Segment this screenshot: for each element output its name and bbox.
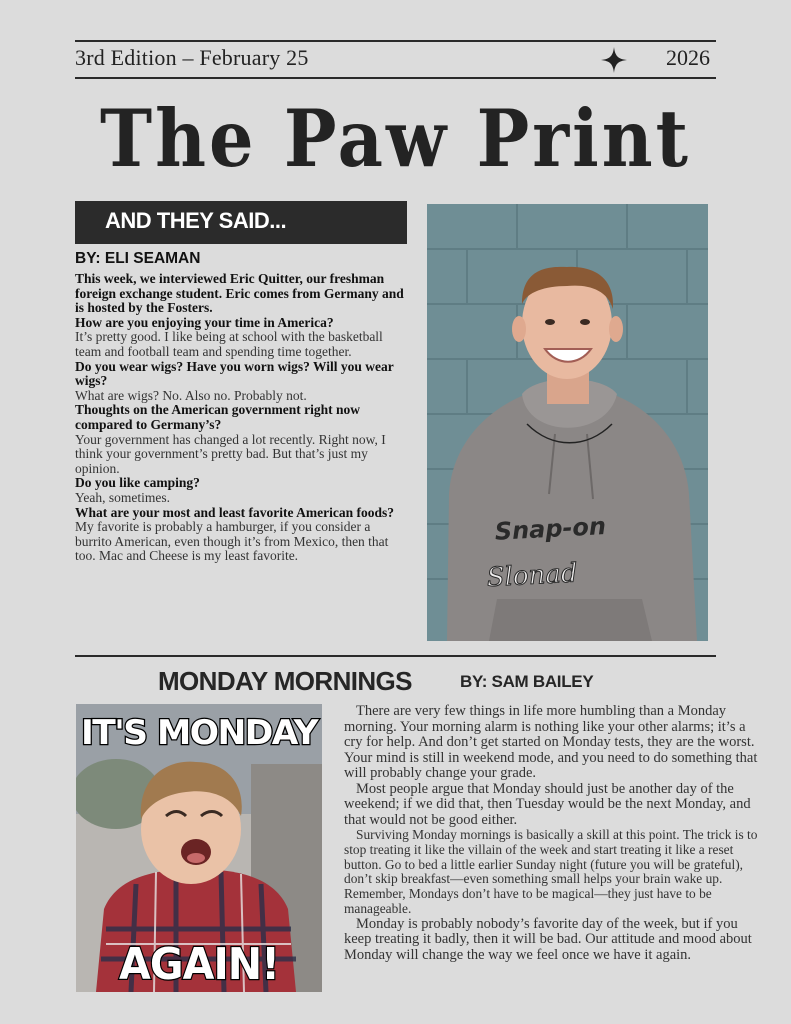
portrait-illustration <box>427 204 708 641</box>
meme-bottom-text: AGAIN! <box>119 939 279 990</box>
header-rule <box>75 77 716 79</box>
four-point-star-icon <box>601 47 627 73</box>
interview-question: Thoughts on the American government right now compared to Germany’s? <box>75 402 361 432</box>
story-heading: MONDAY MORNINGS <box>158 666 412 696</box>
interview-question: Do you wear wigs? Have you worn wigs? Will you wear wigs? <box>75 358 394 389</box>
story-byline: BY: SAM BAILEY <box>460 672 594 691</box>
edition-year: 2026 <box>666 45 710 70</box>
top-rule <box>75 40 716 42</box>
hoodie-script-text: Slonad <box>486 558 579 594</box>
story-heading-banner <box>75 201 407 244</box>
article-paragraph: Surviving Monday mornings is basically a skill at this point. The trick is to stop treating it like the villain of the week and start treating it like a reset button. Go to bed a little earlier Sunday night (future you will be grateful), don’t skip breakfast—even something small helps your brain wake up. Remember, Mondays don’t have to be magical—they just have to be manageable. <box>344 827 758 916</box>
interview-answer: Yeah, sometimes. <box>75 489 171 505</box>
monday-article-body <box>344 704 762 963</box>
interview-answer: It’s pretty good. I like being at school with the basketball team and football team and spending time together. <box>75 329 383 359</box>
interview-answer: What are wigs? No. Also no. Probably not. <box>75 387 307 403</box>
interview-intro: This week, we interviewed Eric Quitter, our freshman foreign exchange student. Eric comes from Germany and is hosted by the Fosters. <box>75 271 404 316</box>
monday-meme-image <box>76 704 322 992</box>
story-byline: BY: ELI SEAMAN <box>75 250 201 267</box>
student-portrait-photo <box>427 204 708 641</box>
interview-question: What are your most and least favorite American foods? <box>75 504 394 520</box>
interview-answer: My favorite is probably a hamburger, if you consider a burrito American, even though it’s from Mexico, then that too. Mac and Cheese is my least favorite. <box>75 519 389 564</box>
article-paragraph: Monday is probably nobody’s favorite day of the week, but if you keep treating it badly, then it will be bad. Our attitude and mood about Monday will change the way we feel once we have it again. <box>344 915 752 963</box>
interview-answer: Your government has changed a lot recently. Right now, I think your government’s pretty bad. But that’s just my opinion. <box>75 431 386 476</box>
edition-date: 3rd Edition – February 25 <box>75 45 309 70</box>
interview-question: Do you like camping? <box>75 475 200 491</box>
meme-illustration <box>76 704 322 992</box>
meme-top-text: IT'S MONDAY <box>81 713 319 753</box>
masthead-title: The Paw Print <box>100 92 691 185</box>
hoodie-brand-text: Snap-on <box>494 511 607 546</box>
interview-body <box>75 272 409 564</box>
article-paragraph: There are very few things in life more humbling than a Monday morning. Your morning alarm is nothing like your other alarms; it’s a cry for help. And don’t get started on Monday tests, they are the worst. Your mind is still in weekend mode, and you need to do something that will probably change your grade. <box>344 703 758 781</box>
section-divider <box>75 655 716 657</box>
story-heading: AND THEY SAID... <box>105 208 287 233</box>
interview-question: How are you enjoying your time in America? <box>75 314 334 330</box>
article-paragraph: Most people argue that Monday should just be another day of the weekend; if we did that, then Tuesday would be the next Monday, and that would not be good either. <box>344 780 751 828</box>
